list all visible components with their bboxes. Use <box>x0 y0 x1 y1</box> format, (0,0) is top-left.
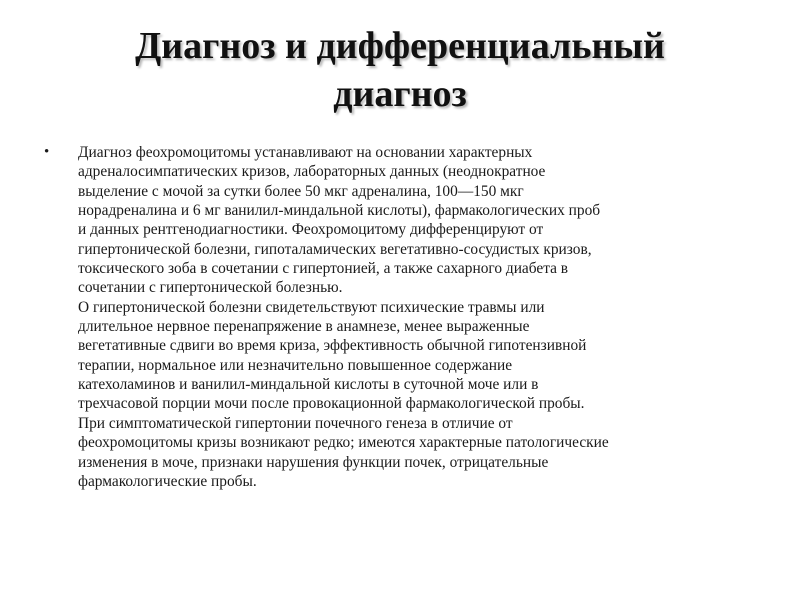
bullet-paragraph <box>78 143 764 491</box>
paragraph-line-17: изменения в моче, признаки нарушения функции почек, отрицательные <box>78 453 549 471</box>
paragraph-line-8: сочетании с гипертонической болезнью. <box>78 279 343 297</box>
paragraph-line-18: фармакологические пробы. <box>78 472 257 490</box>
paragraph-line-3: выделение с мочой за сутки более 50 мкг адреналина, 100—150 мкг <box>78 182 524 200</box>
slide-title-line-2: диагноз <box>333 73 467 115</box>
paragraph-line-1: Диагноз феохромоцитомы устанавливают на основании характерных <box>78 144 533 161</box>
paragraph-line-7: токсического зоба в сочетании с гипертонией, а также сахарного диабета в <box>78 260 569 278</box>
paragraph-line-15: При симптоматической гипертонии почечного генеза в отличие от <box>78 414 513 432</box>
paragraph-line-12: терапии, нормальное или незначительно повышенное содержание <box>78 356 513 374</box>
paragraph-line-11: вегетативные сдвиги во время криза, эффективность обычной гипотензивной <box>78 337 587 355</box>
paragraph-line-9: О гипертонической болезни свидетельствуют психические травмы или <box>78 298 545 316</box>
paragraph-line-4: норадреналина и 6 мг ванилил-миндальной кислоты), фармакологических проб <box>78 202 601 220</box>
bullet-marker: • <box>44 144 50 160</box>
paragraph-line-14: трехчасовой порции мочи после провокационной фармакологической пробы. <box>78 395 585 413</box>
slide-title-line-1: Диагноз и дифференциальный <box>135 25 665 67</box>
bullet-item <box>44 143 764 491</box>
paragraph-line-2: адреналосимпатических кризов, лабораторных данных (неоднократное <box>78 163 546 181</box>
paragraph-line-13: катехоламинов и ванилил-миндальной кислоты в суточной моче или в <box>78 376 539 394</box>
paragraph-line-5: и данных рентгенодиагностики. Феохромоцитому дифференцируют от <box>78 221 544 239</box>
paragraph-line-10: длительное нервное перенапряжение в анамнезе, менее выраженные <box>78 318 530 336</box>
slide-title <box>40 22 760 118</box>
slide-body <box>44 143 764 491</box>
paragraph-line-16: феохромоцитомы кризы возникают редко; имеются характерные патологические <box>78 434 609 452</box>
paragraph-line-6: гипертонической болезни, гипоталамических вегетативно-сосудистых кризов, <box>78 240 592 258</box>
